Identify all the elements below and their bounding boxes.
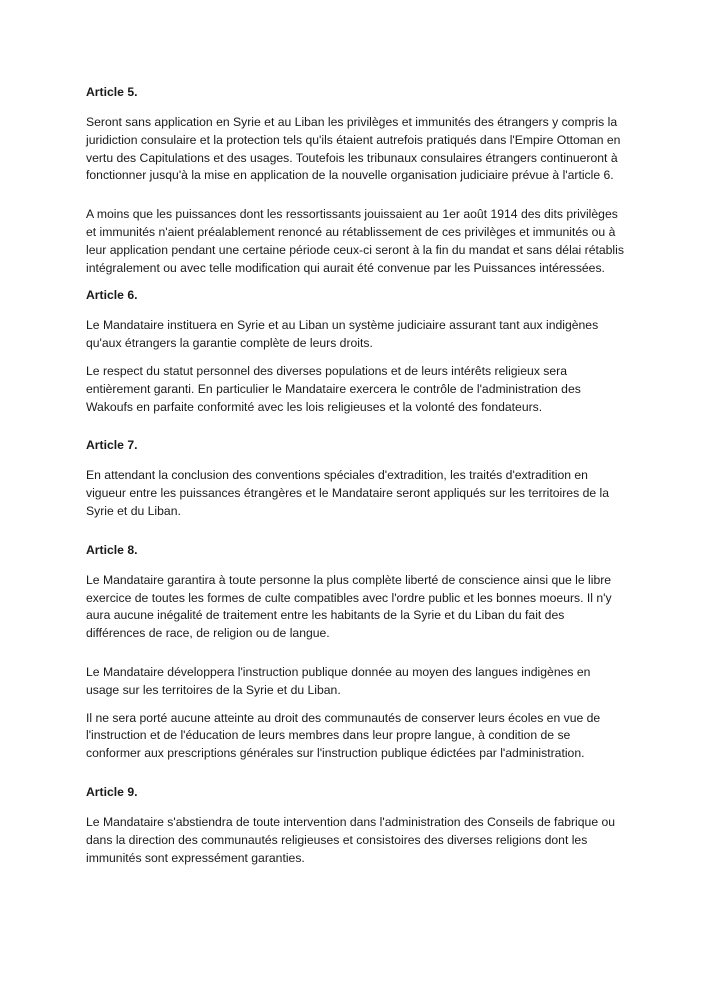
article-9 [86,784,626,867]
article-8-paragraph-2: Le Mandataire développera l'instruction publique donnée au moyen des langues indigènes en usage sur les territoires de la Syrie et du Liban. [86,664,591,697]
article-8 [86,542,626,763]
article-6-paragraph-2: Le respect du statut personnel des diverses populations et de leurs intérêts religieux sera entièrement garanti. En particulier le Mandataire exercera le contrôle de l'administration des Wakoufs en parfaite conformité avec les lois religieuses et la volonté des fondateurs. [86,363,581,414]
document-page [86,84,626,867]
article-8-heading: Article 8. [86,542,138,557]
article-6 [86,287,626,416]
article-9-paragraph-1: Le Mandataire s'abstiendra de toute intervention dans l'administration des Conseils de fabrique ou dans la direction des communautés religieuses et consistoires des diverses religions dont les immunités sont expressément garanties. [86,814,616,865]
article-9-heading: Article 9. [86,784,138,799]
article-6-heading: Article 6. [86,288,138,303]
article-5-paragraph-2: A moins que les puissances dont les ressortissants jouissaient au 1er août 1914 des dits privilèges et immunités n'aient préalablement renoncé au rétablissement de ces privilèges et immunités ou à leur application pendant une certaine période ceux-ci seront à la fin du mandat et sans délai rétablis intégralement ou avec telle modification qui aurait été convenue par les Puissances intéressées. [86,207,624,275]
article-6-paragraph-1: Le Mandataire instituera en Syrie et au Liban un système judiciaire assurant tant aux indigènes qu'aux étrangers la garantie complète de leurs droits. [86,318,599,351]
article-8-paragraph-3: Il ne sera porté aucune atteinte au droit des communautés de conserver leurs écoles en vue de l'instruction et de l'éducation de leurs membres dans leur propre langue, à condition de se conformer aux prescriptions générales sur l'instruction publique édictées par l'administration. [86,710,601,761]
article-7 [86,437,626,520]
article-5-heading: Article 5. [86,85,138,99]
article-7-paragraph-1: En attendant la conclusion des conventions spéciales d'extradition, les traités d'extradition en vigueur entre les puissances étrangères et le Mandataire seront appliqués sur les territoires de la Syrie et du Liban. [86,468,609,518]
article-5 [86,84,626,277]
article-8-paragraph-1: Le Mandataire garantira à toute personne la plus complète liberté de conscience ainsi que le libre exercice de toutes les formes de culte compatibles avec l'ordre public et les bonnes moeurs. Il n'y aura aucune inégalité de traitement entre les habitants de la Syrie et du Liban du fait des différences de race, de religion ou de langue. [86,572,612,641]
article-5-paragraph-1: Seront sans application en Syrie et au Liban les privilèges et immunités des étrangers y compris la juridiction consulaire et la protection tels qu'ils étaient autrefois pratiqués dans l'Empire Ottoman en vertu des Capitulations et des usages. Toutefois les tribunaux consulaires étrangers continueront à fonctionner jusqu'à la mise en application de la nouvelle organisation judiciaire prévue à l'article 6. [86,115,621,183]
article-7-heading: Article 7. [86,438,138,453]
